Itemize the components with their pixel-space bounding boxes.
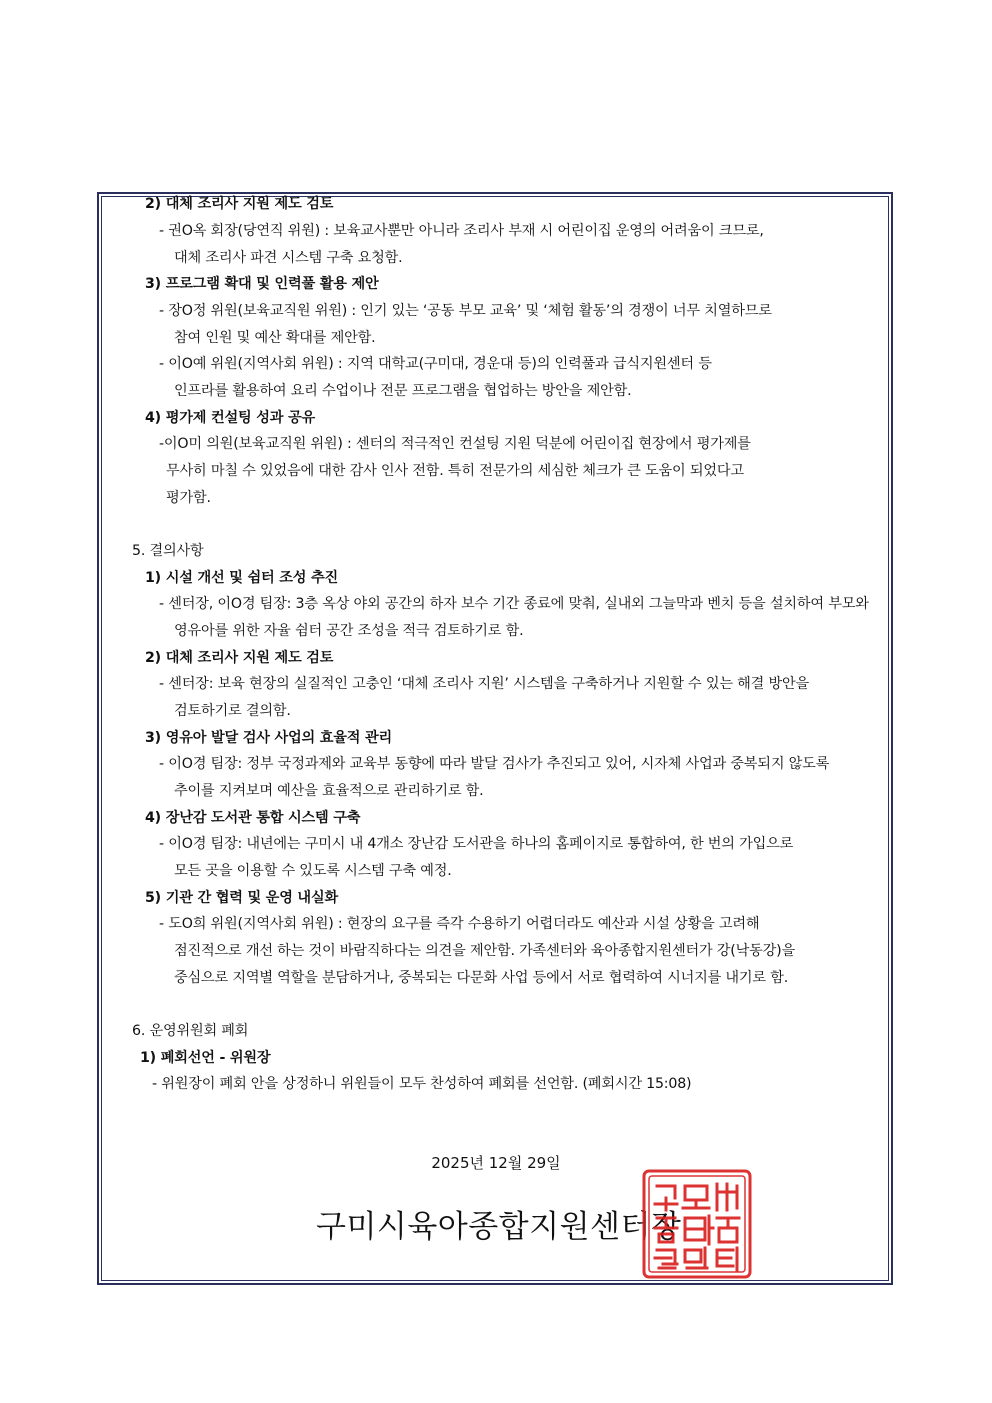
opinion-line: 무사히 마칠 수 있었음에 대한 감사 인사 전함. 특히 전문가의 세심한 체크가 큰 도움이 되었다고 bbox=[166, 463, 744, 479]
resolution-line: - 센터장, 이O경 팀장: 3층 옥상 야외 공간의 하자 보수 기간 종료에 맞춰, 실내외 그늘막과 벤치 등을 설치하여 부모와 bbox=[159, 596, 869, 612]
opinion-line: - 권O옥 회장(당연직 위원) : 보육교사뿐만 아니라 조리사 부재 시 어린이집 운영의 어려움이 크므로, bbox=[159, 223, 764, 239]
closing-line: - 위원장이 폐회 안을 상정하니 위원들이 모두 찬성하여 폐회를 선언함. (폐회시간 15:08) bbox=[152, 1076, 692, 1092]
opinion-line: 참여 인원 및 예산 확대를 제안함. bbox=[174, 330, 376, 346]
document-date: 2025년 12월 29일 bbox=[431, 1154, 561, 1172]
resolution-line: 추이를 지켜보며 예산을 효율적으로 관리하기로 함. bbox=[174, 783, 484, 799]
opinion-line: -이O미 의원(보육교직원 위원) : 센터의 적극적인 컨설팅 지원 덕분에 어린이집 현장에서 평가제를 bbox=[159, 436, 751, 452]
resolution-line: - 도O희 위원(지역사회 위원) : 현장의 요구를 즉각 수용하기 어렵더라도 예산과 시설 상황을 고려해 bbox=[159, 916, 760, 932]
opinion-line: - 이O예 위원(지역사회 위원) : 지역 대학교(구미대, 경운대 등)의 인력풀과 급식지원센터 등 bbox=[159, 356, 712, 372]
subheading-substitute-cook: 2) 대체 조리사 지원 제도 검토 bbox=[145, 650, 334, 666]
resolution-line: - 이O경 팀장: 정부 국정과제와 교육부 동향에 따라 발달 검사가 추진되고 있어, 시자체 사업과 중복되지 않도록 bbox=[159, 756, 830, 772]
subheading-closing-declaration: 1) 폐회선언 - 위원장 bbox=[140, 1050, 271, 1066]
signature-title: 구미시육아종합지원센터장 bbox=[316, 1209, 682, 1245]
opinion-line: 대체 조리사 파견 시스템 구축 요청함. bbox=[174, 250, 403, 266]
subheading-development-test: 3) 영유아 발달 검사 사업의 효율적 관리 bbox=[145, 730, 392, 746]
resolution-line: - 센터장: 보육 현장의 실질적인 고충인 ‘대체 조리사 지원’ 시스템을 구축하거나 지원할 수 있는 해결 방안을 bbox=[159, 676, 809, 692]
official-seal-icon bbox=[641, 1168, 753, 1280]
resolution-line: 영유아를 위한 자율 쉼터 공간 조성을 적극 검토하기로 함. bbox=[174, 623, 524, 639]
section-heading-closing: 6. 운영위원회 폐회 bbox=[132, 1023, 249, 1039]
opinion-line: - 장O정 위원(보육교직원 위원) : 인기 있는 ‘공동 부모 교육’ 및 ‘체험 활동’의 경쟁이 너무 치열하므로 bbox=[159, 303, 772, 319]
subheading-program-expansion: 3) 프로그램 확대 및 인력풀 활용 제안 bbox=[145, 276, 379, 292]
subheading-cooperation: 5) 기관 간 협력 및 운영 내실화 bbox=[145, 890, 338, 906]
subheading-facility-improvement: 1) 시설 개선 및 쉼터 조성 추진 bbox=[145, 570, 338, 586]
resolution-line: 모든 곳을 이용할 수 있도록 시스템 구축 예정. bbox=[174, 863, 452, 879]
resolution-line: 점진적으로 개선 하는 것이 바람직하다는 의견을 제안함. 가족센터와 육아종합지원센터가 강(낙동강)을 bbox=[174, 943, 795, 959]
resolution-line: 중심으로 지역별 역할을 분담하거나, 중복되는 다문화 사업 등에서 서로 협력하여 시너지를 내기로 함. bbox=[174, 970, 789, 986]
opinion-line: 평가함. bbox=[166, 490, 211, 506]
resolution-line: 검토하기로 결의함. bbox=[174, 703, 291, 719]
subheading-evaluation-consulting: 4) 평가제 컨설팅 성과 공유 bbox=[145, 410, 315, 426]
resolution-line: - 이O경 팀장: 내년에는 구미시 내 4개소 장난감 도서관을 하나의 홈페이지로 통합하여, 한 번의 가입으로 bbox=[159, 836, 794, 852]
section-heading-resolutions: 5. 결의사항 bbox=[132, 543, 204, 559]
subheading-substitute-cook: 2) 대체 조리사 지원 제도 검토 bbox=[145, 196, 334, 212]
opinion-line: 인프라를 활용하여 요리 수업이나 전문 프로그램을 협업하는 방안을 제안함. bbox=[174, 383, 632, 399]
subheading-toy-library: 4) 장난감 도서관 통합 시스템 구축 bbox=[145, 810, 361, 826]
